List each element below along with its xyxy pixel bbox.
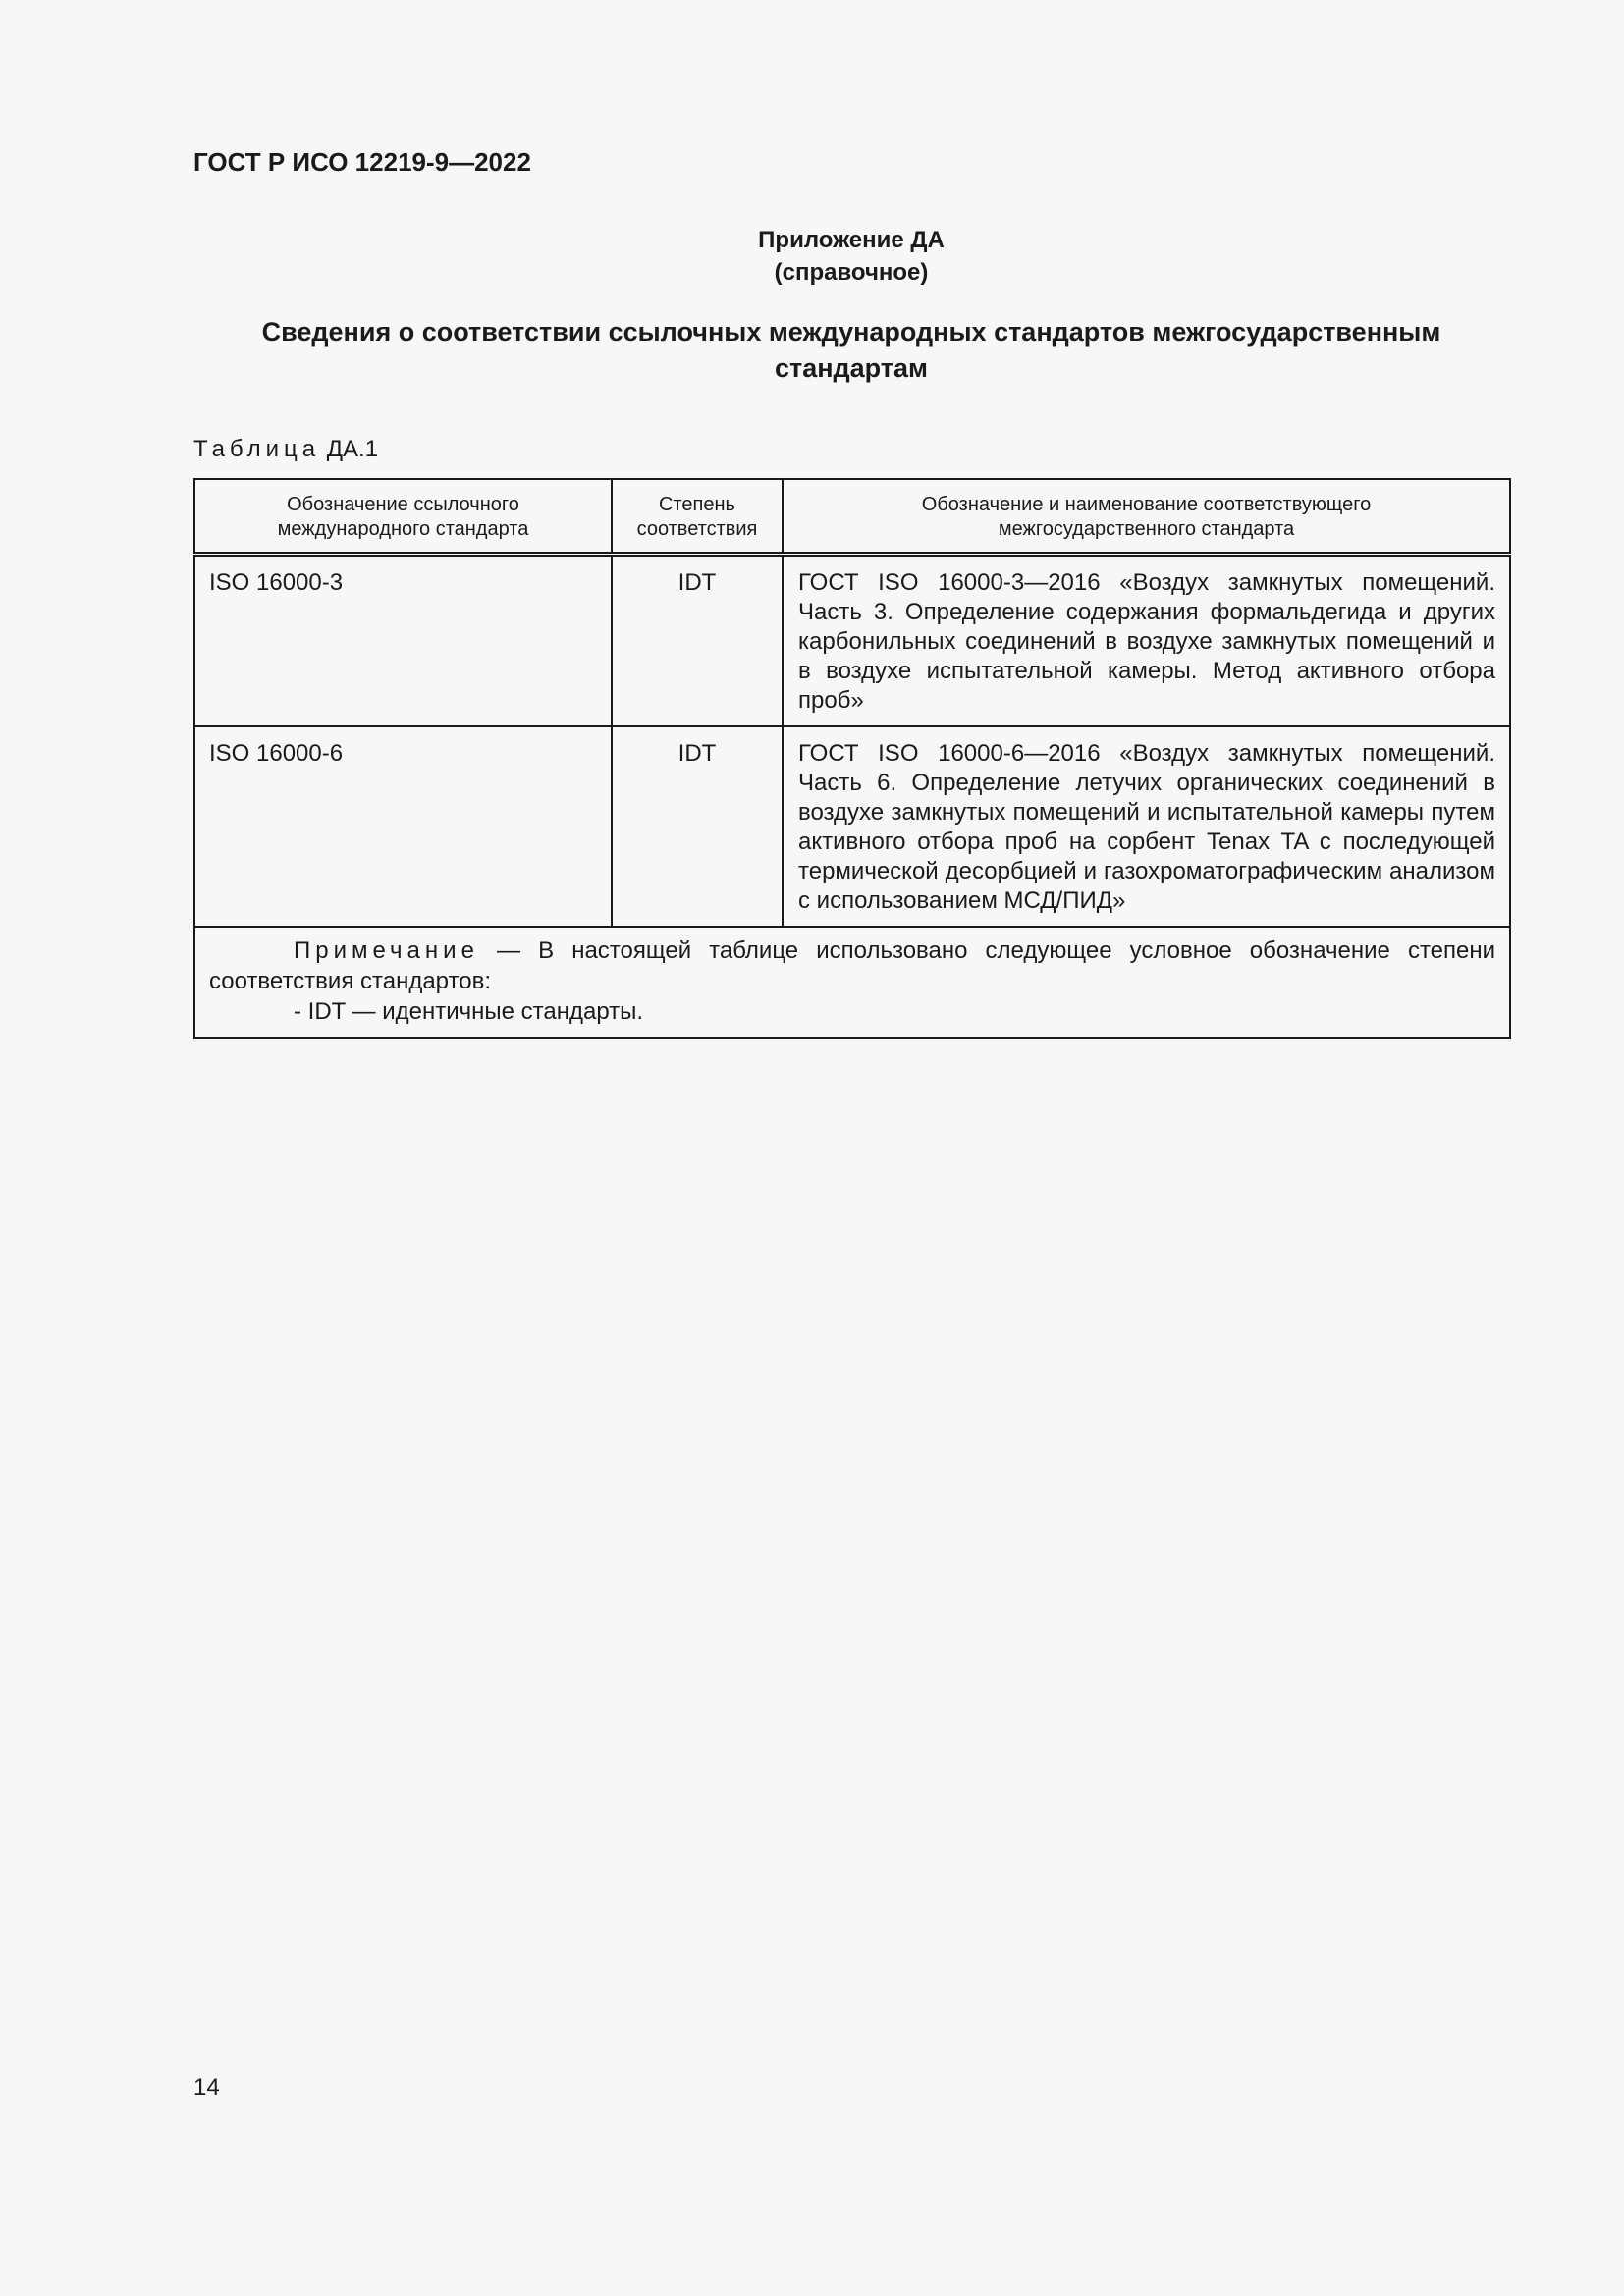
table-label <box>193 436 378 463</box>
appendix-title: Приложение ДА <box>758 227 945 253</box>
note-text: В настоящей таблице использовано следующее условное обозначение степени соответствия стандартов: <box>209 937 1496 994</box>
note-dash: — <box>497 937 521 964</box>
table-note <box>194 927 1510 1038</box>
note-paragraph <box>209 935 1495 996</box>
appendix-heading <box>193 314 1509 387</box>
correspondence-table <box>193 478 1511 1039</box>
table-row <box>194 555 1510 727</box>
table-label-word: Таблица <box>193 436 321 462</box>
note-item: - IDT — идентичные стандарты. <box>294 998 644 1025</box>
appendix-heading-line1: Сведения о соответствии ссылочных международных стандартов межгосударственным <box>261 317 1441 347</box>
note-label: Примечание <box>294 937 479 964</box>
cell-degree: IDT <box>612 555 783 727</box>
cell-degree: IDT <box>612 726 783 927</box>
appendix-heading-line2: стандартам <box>774 353 929 383</box>
table-note-row <box>194 927 1510 1038</box>
cell-standard: ГОСТ ISO 16000-6—2016 «Воздух замкнутых помещений. Часть 6. Определение летучих органических соединений в воздухе замкнутых помещений и испытательной камеры путем активного отбора проб на сорбент Tenax TA с последующей термической десорбцией и газохроматографическим анализом с использованием МСД/ПИД» <box>783 726 1510 927</box>
appendix-title-block <box>193 224 1509 289</box>
table-header-row <box>194 479 1510 555</box>
page-number: 14 <box>193 2074 220 2101</box>
cell-standard: ГОСТ ISO 16000-3—2016 «Воздух замкнутых помещений. Часть 3. Определение содержания формальдегида и других карбонильных соединений в воздухе замкнутых помещений и в воздухе испытательной камеры. Метод активного отбора проб» <box>783 555 1510 727</box>
cell-reference: ISO 16000-6 <box>194 726 612 927</box>
column-header-reference: Обозначение ссылочного международного стандарта <box>194 479 612 555</box>
column-header-degree: Степень соответствия <box>612 479 783 555</box>
appendix-subtitle: (справочное) <box>774 259 929 286</box>
cell-reference: ISO 16000-3 <box>194 555 612 727</box>
document-code: ГОСТ Р ИСО 12219-9—2022 <box>193 147 531 177</box>
column-header-standard: Обозначение и наименование соответствующего межгосударственного стандарта <box>783 479 1510 555</box>
table-row <box>194 726 1510 927</box>
table-label-number: ДА.1 <box>326 436 379 462</box>
